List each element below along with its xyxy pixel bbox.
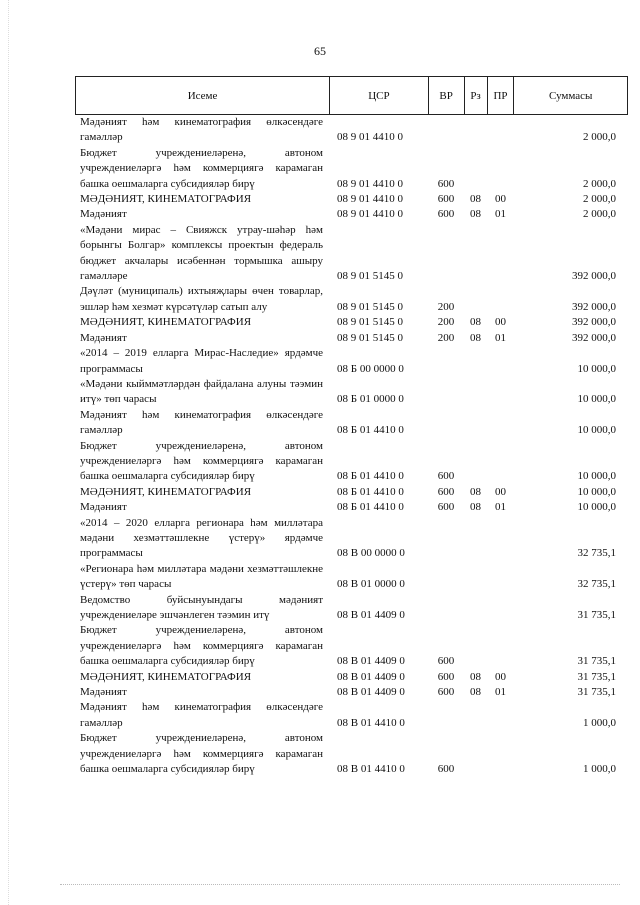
cell-vr: 200 (437, 331, 455, 344)
cell-csr: 08 9 01 4410 0 (337, 131, 403, 144)
cell-rz: 08 (470, 316, 481, 329)
cell-name: Мәдәният һәм кинематография өлкәсендәге гамәлләр (80, 116, 323, 144)
cell-sum: 2 000,0 (583, 208, 616, 221)
table-header (75, 76, 628, 115)
table-row (75, 439, 628, 485)
cell-name: Мәдәният (80, 686, 127, 699)
cell-name: МӘДӘНИЯТ, КИНЕМАТОГРАФИЯ (80, 670, 252, 683)
table-row (75, 685, 628, 700)
cell-csr: 08 9 01 5145 0 (337, 316, 403, 329)
cell-sum: 31 735,1 (577, 670, 616, 683)
cell-csr: 08 Б 01 4410 0 (337, 424, 404, 437)
cell-pr: 01 (495, 501, 506, 514)
cell-sum: 10 000,0 (577, 362, 616, 375)
cell-csr: 08 Б 00 0000 0 (337, 362, 404, 375)
cell-csr: 08 В 01 0000 0 (337, 578, 405, 591)
cell-sum: 1 000,0 (583, 716, 616, 729)
cell-sum: 2 000,0 (583, 193, 616, 206)
table-row (75, 408, 628, 439)
cell-name: Бюджет учреждениеләренә, автоном учреждениеләргә һәм коммерциягә карамаган башка оешмаларга субсидияләр бирү (80, 146, 323, 190)
cell-rz: 08 (470, 686, 481, 699)
cell-sum: 10 000,0 (577, 424, 616, 437)
cell-sum: 31 735,1 (577, 609, 616, 621)
cell-csr: 08 Б 01 4410 0 (337, 470, 404, 483)
page-number: 65 (314, 44, 326, 58)
cell-vr: 600 (437, 670, 455, 683)
cell-sum: 32 735,1 (577, 578, 616, 591)
table-row (75, 485, 628, 500)
cell-vr: 600 (437, 763, 455, 776)
cell-vr: 600 (437, 193, 455, 206)
table-row (75, 315, 628, 330)
scan-footer-noise (60, 884, 620, 887)
cell-vr: 200 (437, 316, 455, 329)
cell-name: Бюджет учреждениеләренә, автоном учреждениеләргә һәм коммерциягә карамаган башка оешмаларга субсидияләр бирү (80, 624, 323, 668)
cell-sum: 392 000,0 (572, 331, 616, 344)
table-body (75, 115, 628, 777)
cell-csr: 08 Б 01 0000 0 (337, 393, 404, 406)
cell-csr: 08 В 01 4409 0 (337, 670, 405, 683)
cell-csr: 08 9 01 5145 0 (337, 331, 403, 344)
cell-vr: 600 (437, 208, 455, 221)
table-row (75, 500, 628, 515)
cell-sum: 392 000,0 (572, 300, 616, 313)
table-row (75, 377, 628, 408)
cell-vr: 600 (437, 686, 455, 699)
table-row (75, 623, 628, 669)
table-row (75, 731, 628, 777)
cell-name: «Регионара һәм милләтара мәдәни хезмәттәшлекне үстерү» төп чарасы (80, 562, 323, 591)
cell-name: «Мәдәни кыйммәтләрдән файдалана алуны тәэмин итү» төп чарасы (80, 377, 323, 406)
cell-rz: 08 (470, 670, 481, 683)
cell-sum: 392 000,0 (572, 270, 616, 283)
budget-table (75, 76, 628, 777)
cell-name: Бюджет учреждениеләренә, автоном учреждениеләргә һәм коммерциягә карамаган башка оешмаларга субсидияләр бирү (80, 732, 323, 776)
header-name: Исеме (187, 89, 218, 102)
table-row (75, 593, 628, 624)
cell-name: Мәдәният (80, 501, 127, 514)
cell-csr: 08 Б 01 4410 0 (337, 485, 404, 498)
cell-csr: 08 В 01 4410 0 (337, 763, 405, 776)
cell-name: «2014 – 2019 елларга Мирас-Наследие» ярдәмче программасы (80, 347, 323, 375)
cell-pr: 00 (495, 316, 506, 329)
cell-name: Дәүләт (муниципаль) ихтыяҗлары өчен товарлар, эшләр һәм хезмәт күрсәтүләр сатып алу (80, 285, 323, 313)
cell-pr: 01 (495, 331, 506, 344)
table-row (75, 346, 628, 377)
cell-rz: 08 (470, 193, 481, 206)
header-rz: Рз (464, 77, 487, 114)
cell-rz: 08 (470, 501, 481, 514)
cell-name: Мәдәният (80, 331, 127, 344)
cell-csr: 08 9 01 4410 0 (337, 177, 403, 190)
cell-sum: 2 000,0 (583, 177, 616, 190)
table-row (75, 115, 628, 146)
cell-rz: 08 (470, 208, 481, 221)
cell-name: Бюджет учреждениеләренә, автоном учреждениеләргә һәм коммерциягә карамаган башка оешмаларга субсидияләр бирү (80, 439, 323, 483)
table-row (75, 670, 628, 685)
cell-sum: 10 000,0 (577, 393, 616, 406)
cell-pr: 01 (495, 208, 506, 221)
cell-rz: 08 (470, 331, 481, 344)
table-row (75, 700, 628, 731)
cell-sum: 10 000,0 (577, 470, 616, 483)
cell-name: Мәдәният һәм кинематография өлкәсендәге гамәлләр (80, 701, 323, 729)
cell-sum: 31 735,1 (577, 686, 616, 699)
header-pr: ПР (487, 77, 514, 114)
table-row (75, 192, 628, 207)
cell-csr: 08 В 01 4410 0 (337, 716, 405, 729)
cell-pr: 00 (495, 193, 506, 206)
cell-sum: 1 000,0 (583, 763, 616, 776)
cell-csr: 08 9 01 4410 0 (337, 208, 403, 221)
cell-vr: 200 (437, 300, 455, 313)
cell-vr: 600 (437, 470, 455, 483)
cell-name: «2014 – 2020 елларга регионара һәм милләтара мәдәни хезмәттәшлекне үстерү» ярдәмче программасы (80, 516, 323, 560)
cell-csr: 08 9 01 4410 0 (337, 193, 403, 206)
table-row (75, 207, 628, 222)
cell-pr: 00 (495, 485, 506, 498)
table-row (75, 284, 628, 315)
table-row (75, 562, 628, 593)
table-row (75, 331, 628, 346)
cell-name: МӘДӘНИЯТ, КИНЕМАТОГРАФИЯ (80, 316, 252, 329)
cell-sum: 10 000,0 (577, 501, 616, 514)
cell-vr: 600 (437, 655, 455, 668)
cell-sum: 32 735,1 (577, 547, 616, 560)
cell-name: Мәдәният (80, 208, 127, 221)
cell-rz: 08 (470, 485, 481, 498)
header-csr: ЦСР (329, 77, 428, 114)
cell-csr: 08 9 01 5145 0 (337, 270, 403, 283)
cell-name: Ведомство буйсынуындагы мәдәният учреждениеләре эшчәнлеген тәэмин итү (80, 593, 323, 621)
cell-csr: 08 Б 01 4410 0 (337, 501, 404, 514)
scan-margin-mark (8, 0, 13, 905)
cell-csr: 08 В 01 4409 0 (337, 609, 405, 621)
cell-name: МӘДӘНИЯТ, КИНЕМАТОГРАФИЯ (80, 193, 252, 206)
cell-csr: 08 В 01 4409 0 (337, 686, 405, 699)
cell-name: Мәдәният һәм кинематография өлкәсендәге гамәлләр (80, 408, 323, 437)
cell-sum: 10 000,0 (577, 485, 616, 498)
cell-sum: 2 000,0 (583, 131, 616, 144)
header-sum: Суммасы (513, 77, 627, 114)
cell-sum: 31 735,1 (577, 655, 616, 668)
table-row (75, 516, 628, 562)
cell-csr: 08 В 01 4409 0 (337, 655, 405, 668)
cell-sum: 392 000,0 (572, 316, 616, 329)
cell-name: «Мәдәни мирас – Свияжск утрау-шәһәр һәм борынгы Болгар» комплексы проектын федераль бюджет акчалары исәбеннән тормышка ашыру гамәлләре (80, 223, 323, 283)
cell-csr: 08 9 01 5145 0 (337, 300, 403, 313)
cell-pr: 00 (495, 670, 506, 683)
cell-vr: 600 (437, 485, 455, 498)
cell-vr: 600 (437, 177, 455, 190)
header-vr: ВР (428, 77, 464, 114)
table-row (75, 146, 628, 192)
cell-csr: 08 В 00 0000 0 (337, 547, 405, 560)
table-row (75, 223, 628, 285)
cell-vr: 600 (437, 501, 455, 514)
cell-pr: 01 (495, 686, 506, 699)
cell-name: МӘДӘНИЯТ, КИНЕМАТОГРАФИЯ (80, 485, 252, 498)
